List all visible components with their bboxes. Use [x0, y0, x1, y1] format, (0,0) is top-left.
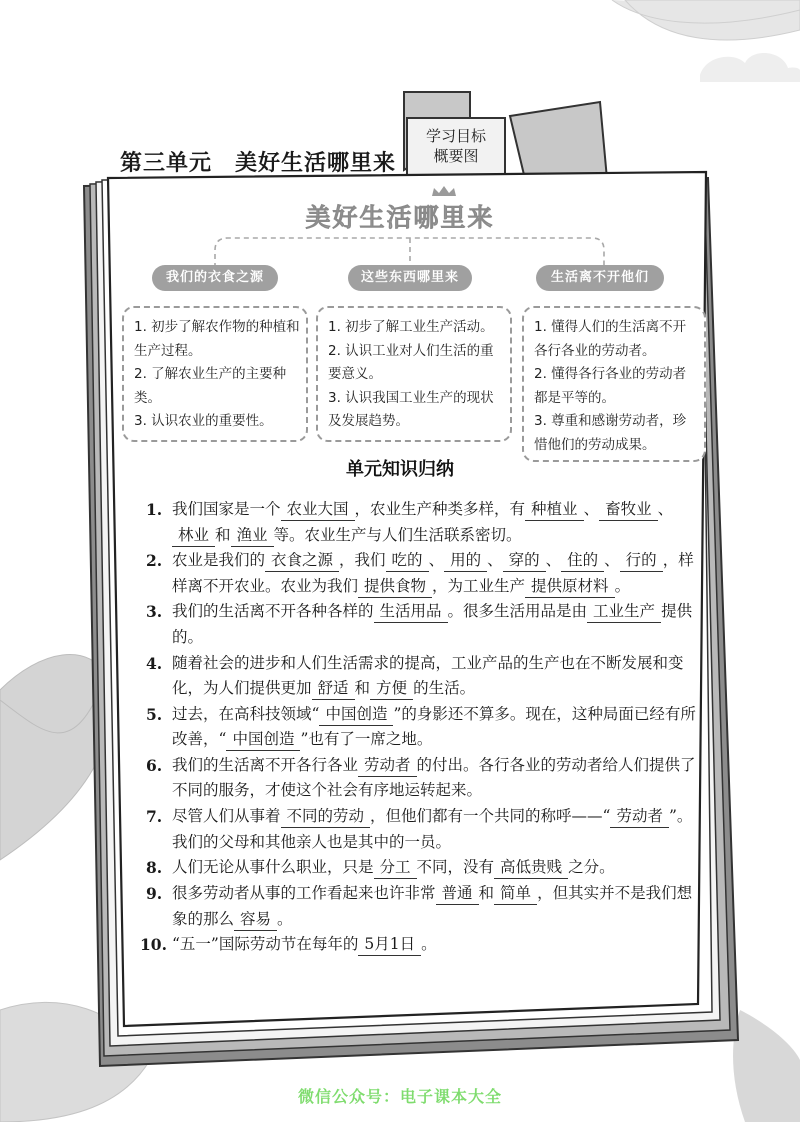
item-number: 2.	[146, 551, 163, 571]
footer-watermark: 微信公众号：电子课本大全	[297, 1087, 502, 1106]
cloud-top-right	[700, 53, 800, 82]
leaf-top-right	[612, 0, 800, 40]
answer-blank: 工业生产	[587, 600, 661, 623]
branch-label-2: 这些东西哪里来	[348, 265, 472, 291]
summary-item: 2. 农业是我们的 衣食之源 ，我们 吃的 、 用的 、 穿的 、 住的 、 行的 ，样样离不开农业。农业为我们 提供食物 ，为工业生产 提供原材料 。	[146, 548, 696, 599]
answer-blank: 分工	[374, 856, 417, 879]
goal-item: 3. 尊重和感谢劳动者，珍惜他们的劳动成果。	[534, 413, 687, 453]
answer-blank: 衣食之源	[265, 549, 339, 572]
tab-line-2: 概要图	[433, 147, 479, 165]
answer-blank: 劳动者	[610, 805, 669, 828]
answer-blank: 提供食物	[358, 575, 432, 598]
answer-blank: 高低贵贱	[494, 856, 568, 879]
item-number: 4.	[146, 653, 163, 673]
summary-item: 4. 随着社会的进步和人们生活需求的提高，工业产品的生产也在不断发展和变化，为人们提供更加 舒适 和 方便 的生活。	[146, 651, 696, 702]
answer-blank: 提供原材料	[525, 575, 615, 598]
summary-item: 7. 尽管人们从事着 不同的劳动 ，但他们都有一个共同的称呼——“ 劳动者 ”。我们的父母和其他亲人也是其中的一员。	[146, 804, 696, 855]
item-number: 8.	[146, 858, 163, 878]
item-number: 10.	[140, 935, 167, 955]
item-number: 7.	[146, 807, 163, 827]
summary-item: 9. 很多劳动者从事的工作看起来也许非常 普通 和 简单 ，但其实并不是我们想象的那么 容易 。	[146, 881, 696, 932]
answer-blank: 普通	[436, 882, 479, 905]
answer-blank: 农业大国	[281, 498, 355, 521]
answer-blank: 容易	[234, 908, 277, 931]
branch-goals-3	[522, 306, 706, 462]
answer-blank: 5月1日	[358, 933, 421, 956]
goal-item: 2. 认识工业对人们生活的重要意义。	[328, 342, 494, 383]
answer-blank: 林业	[172, 524, 215, 547]
answer-blank: 用的	[444, 549, 487, 572]
tab-line-1: 学习目标	[425, 127, 486, 145]
goal-item: 2. 了解农业生产的主要种类。	[134, 366, 287, 406]
answer-blank: 吃的	[386, 549, 429, 572]
answer-blank: 穿的	[503, 549, 546, 572]
answer-blank: 中国创造	[226, 728, 300, 751]
branch-goals-2	[316, 306, 512, 442]
summary-item: 10. “五一”国际劳动节在每年的 5月1日 。	[146, 932, 696, 958]
branch-label-3: 生活离不开他们	[536, 265, 664, 291]
answer-blank: 劳动者	[358, 754, 417, 777]
summary-list	[140, 497, 696, 958]
summary-title: 单元知识归纳	[346, 459, 454, 480]
goal-item: 1. 初步了解工业生产活动。	[328, 319, 494, 335]
item-number: 6.	[146, 755, 163, 775]
summary-item: 8. 人们无论从事什么职业，只是 分工 不同，没有 高低贵贱 之分。	[146, 855, 696, 881]
answer-blank: 简单	[494, 882, 537, 905]
summary-item: 5. 过去，在高科技领域“ 中国创造 ”的身影还不算多。现在，这种局面已经有所改善，“ 中国创造 ”也有了一席之地。	[146, 702, 696, 753]
unit-title: 第三单元 美好生活哪里来	[120, 150, 397, 176]
answer-blank: 渔业	[231, 524, 274, 547]
goal-item: 1. 懂得人们的生活离不开各行各业的劳动者。	[534, 319, 687, 359]
answer-blank: 不同的劳动	[281, 805, 371, 828]
item-number: 1.	[146, 500, 163, 519]
answer-blank: 方便	[370, 677, 413, 700]
item-number: 3.	[146, 602, 163, 622]
item-number: 5.	[146, 704, 163, 724]
answer-blank: 住的	[561, 549, 604, 572]
goal-item: 1. 初步了解农作物的种植和生产过程。	[134, 319, 300, 359]
goal-item: 3. 认识我国工业生产的现状及发展趋势。	[328, 389, 494, 430]
summary-item: 1. 我们国家是一个 农业大国 ，农业生产种类多样，有 种植业 、 畜牧业 、林业 和 渔业 等。农业生产与人们生活联系密切。	[146, 497, 696, 548]
answer-blank: 中国创造	[319, 703, 393, 726]
item-number: 9.	[146, 884, 163, 903]
concept-map-title: 美好生活哪里来	[305, 203, 495, 232]
branch-goals-1	[122, 306, 308, 442]
branch-label-1: 我们的衣食之源	[152, 265, 278, 291]
answer-blank: 畜牧业	[599, 498, 658, 521]
goal-item: 2. 懂得各行各业的劳动者都是平等的。	[534, 366, 687, 406]
goal-item: 3. 认识农业的重要性。	[134, 413, 273, 430]
answer-blank: 生活用品	[374, 600, 448, 623]
summary-item: 6. 我们的生活离不开各行各业 劳动者 的付出。各行各业的劳动者给人们提供了不同的服务，才使这个社会有序地运转起来。	[146, 753, 696, 804]
answer-blank: 舒适	[312, 677, 355, 700]
summary-item: 3. 我们的生活离不开各种各样的 生活用品 。很多生活用品是由 工业生产 提供的。	[146, 599, 696, 650]
learning-goals-tab	[412, 126, 500, 166]
answer-blank: 种植业	[525, 498, 584, 521]
answer-blank: 行的	[620, 549, 663, 572]
